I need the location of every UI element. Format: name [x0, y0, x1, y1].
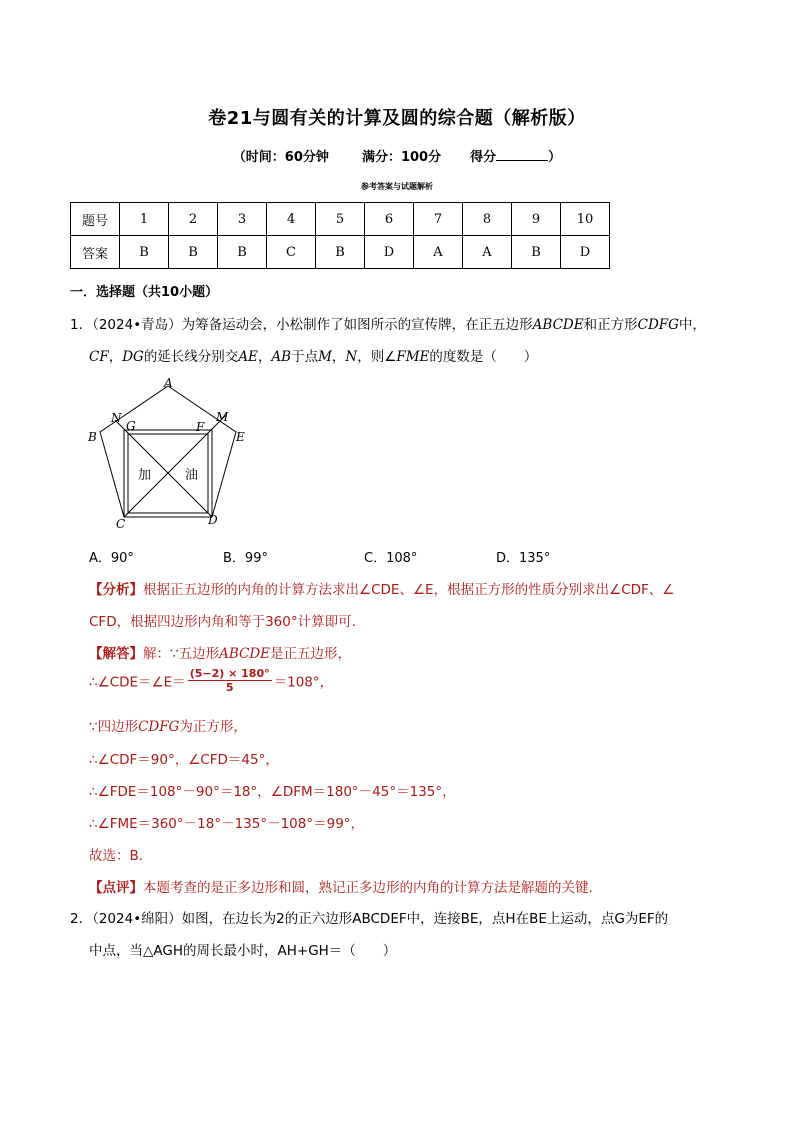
time-info: （时间：60分钟 [232, 150, 329, 165]
label-d: D [208, 513, 218, 527]
table-cell: A [463, 236, 512, 269]
table-cell: 9 [512, 203, 561, 236]
answer-table [70, 202, 610, 269]
option-a: A．90° [89, 551, 134, 566]
solution-line3 [89, 715, 247, 735]
q1-square: CDFG [637, 317, 679, 333]
page-title: 卷21与圆有关的计算及圆的综合题（解析版） [208, 108, 586, 129]
q1-var: M [318, 349, 332, 365]
q1-line2 [89, 345, 537, 365]
comment-text: 本题考查的是正多边形和圆，熟记正多边形的内角的计算方法是解题的关键. [143, 880, 593, 896]
label-g: G [126, 419, 136, 433]
q1-text: 于点 [291, 349, 319, 365]
reference-caption: 参考答案与试题解析 [361, 182, 433, 191]
table-cell: 2 [169, 203, 218, 236]
q1-text: 和正方形 [583, 317, 638, 333]
row-label-answer: 答案 [71, 236, 120, 269]
exam-info [0, 146, 794, 165]
solution-line2 [89, 667, 333, 694]
solution-line7: 故选：B. [89, 848, 144, 864]
label-n: N [111, 411, 122, 425]
q1-var: AB [271, 349, 292, 365]
label-a: A [164, 376, 173, 390]
q1-text: ， [331, 349, 346, 365]
q1-text: 中， [678, 317, 706, 333]
label-b: B [88, 430, 97, 444]
q1-line1 [70, 313, 706, 333]
solution-var: ABCDE [219, 646, 271, 662]
q1-text: ， [257, 349, 272, 365]
label-e: E [236, 430, 245, 444]
q1-pentagon: ABCDE [532, 317, 584, 333]
score-blank [496, 148, 548, 161]
q1-var: AE [238, 349, 258, 365]
table-cell: D [561, 236, 610, 269]
solution-text: ∵四边形 [89, 719, 139, 735]
fraction-denominator: 5 [225, 681, 234, 694]
solution-text: 为正方形， [179, 719, 247, 735]
table-cell: 6 [365, 203, 414, 236]
comment-line [89, 876, 593, 896]
table-cell: 1 [120, 203, 169, 236]
solution-text: ∴∠CDE＝∠E＝ [89, 674, 186, 691]
table-cell: 5 [316, 203, 365, 236]
analysis-line2: CFD，根据四边形内角和等于360°计算即可. [89, 614, 356, 630]
full-score-info: 满分：100分 [361, 150, 442, 165]
table-cell: B [512, 236, 561, 269]
table-row [71, 236, 610, 269]
fraction-numerator: (5−2) × 180° [189, 667, 270, 680]
pentagon-square-figure [84, 372, 254, 532]
table-cell: 7 [414, 203, 463, 236]
section-heading: 一．选择题（共10小题） [70, 285, 219, 300]
label-m: M [216, 410, 229, 424]
table-cell: B [316, 236, 365, 269]
subtitle-close: ） [548, 150, 562, 165]
q1-var: FME [396, 349, 430, 365]
option-d: D．135° [496, 551, 551, 566]
q1-var: CF [89, 349, 109, 365]
table-cell: 10 [561, 203, 610, 236]
solution-line1 [89, 642, 351, 662]
solution-line4: ∴∠CDF＝90°，∠CFD＝45°， [89, 752, 279, 768]
q2-line2: 中点，当△AGH的周长最小时，AH+GH＝（ ） [89, 943, 397, 959]
q1-text: ， [108, 349, 123, 365]
q1-var: N [345, 349, 358, 365]
label-f: F [196, 420, 205, 434]
table-cell: D [365, 236, 414, 269]
table-cell: B [169, 236, 218, 269]
solution-line6: ∴∠FME＝360°－18°－135°－108°＝99°， [89, 816, 365, 832]
option-b: B．99° [223, 551, 268, 566]
solution-var: CDFG [138, 719, 180, 735]
table-row [71, 203, 610, 236]
table-cell: 4 [267, 203, 316, 236]
analysis-line1 [89, 578, 674, 598]
table-cell: 3 [218, 203, 267, 236]
fraction [188, 667, 272, 694]
label-you: 油 [185, 468, 199, 483]
table-cell: B [120, 236, 169, 269]
pentagon-shape [100, 386, 236, 517]
option-c: C．108° [364, 551, 418, 566]
q1-text: ，则∠ [357, 349, 397, 365]
comment-tag: 【点评】 [89, 880, 143, 896]
q1-var: DG [122, 349, 144, 365]
table-cell: A [414, 236, 463, 269]
table-cell: C [267, 236, 316, 269]
q1-text: 的延长线分别交 [143, 349, 239, 365]
solution-line5: ∴∠FDE＝108°－90°＝18°，∠DFM＝180°－45°＝135°， [89, 784, 456, 800]
solution-text: 是正五边形， [270, 646, 352, 662]
solution-text: ＝108°， [273, 674, 334, 691]
label-jia: 加 [138, 468, 152, 483]
label-c: C [116, 517, 126, 531]
score-label: 得分 [470, 150, 497, 165]
q1-text: 的度数是（ ） [429, 349, 538, 365]
solution-text: 解：∵五边形 [143, 646, 220, 662]
q2-line1: 2．（2024•绵阳）如图，在边长为2的正六边形ABCDEF中，连接BE，点H在BE上运动，点G为EF的 [70, 911, 669, 927]
analysis-tag: 【分析】 [89, 582, 143, 598]
q1-text: 1．（2024•青岛）为筹备运动会，小松制作了如图所示的宣传牌，在正五边形 [70, 317, 533, 333]
table-cell: B [218, 236, 267, 269]
table-cell: 8 [463, 203, 512, 236]
analysis-text: 根据正五边形的内角的计算方法求出∠CDE、∠E，根据正方形的性质分别求出∠CDF、∠ [143, 582, 675, 598]
row-label-number: 题号 [71, 203, 120, 236]
solution-tag: 【解答】 [89, 646, 143, 662]
